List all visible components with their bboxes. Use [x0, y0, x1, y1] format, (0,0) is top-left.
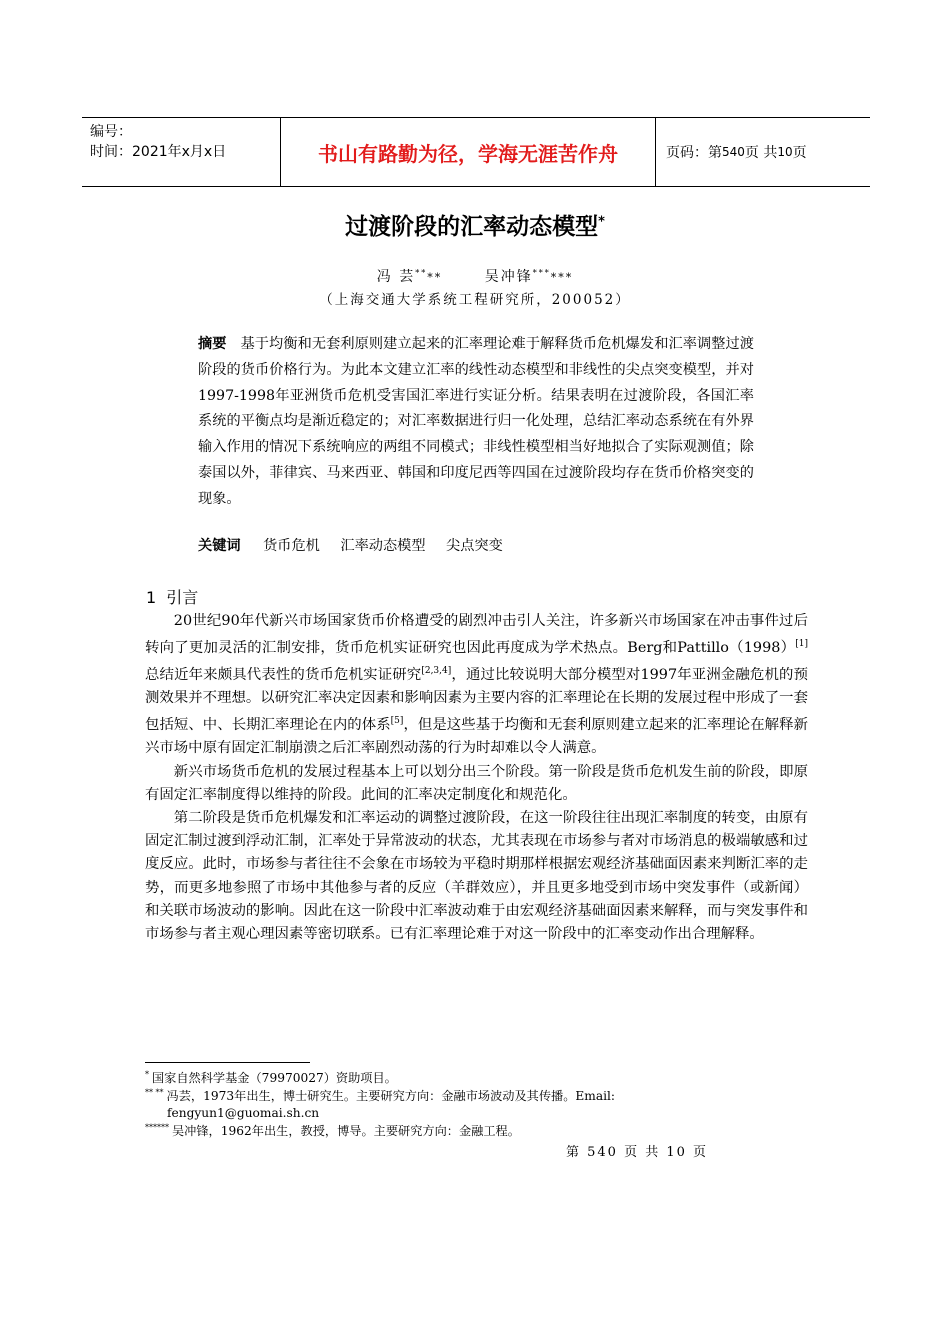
footnote-1-text: 国家自然科学基金（79970027）资助项目。: [152, 1071, 397, 1086]
footnote-3-mark: ******: [145, 1123, 169, 1132]
footnote-2: [145, 1084, 735, 1122]
title-mark: *: [598, 214, 605, 230]
page-prefix: 页码：第: [666, 145, 722, 161]
page-current: 540: [722, 145, 745, 159]
citation-1: [1]: [795, 639, 808, 650]
section-heading: [146, 585, 198, 608]
footnote-2-mark: ** **: [145, 1088, 164, 1097]
p1-part-c: ，通过比较说明大部分模型对1997年亚洲金融危机的预测效果并不理想。以研究汇率决定因素和影响因素为主要内容的汇率理论在长期的发展过程中形成了一套包括短、中、长期汇率理论在内的体系: [145, 667, 808, 734]
footnote-3-text: 吴冲锋，1962年出生，教授，博导。主要研究方向：金融工程。: [172, 1124, 520, 1139]
section-title: 引言: [166, 588, 199, 607]
author-1-mark2: **: [427, 271, 443, 284]
paragraph-3: 第二阶段是货币危机爆发和汇率运动的调整过渡阶段，在这一阶段往往出现汇率制度的转变，由原有固定汇制过渡到浮动汇制，汇率处于异常波动的状态，尤其表现在市场参与者对市场消息的极端敏感和过度反应。此时，市场参与者往往不会象在市场较为平稳时期那样根据宏观经济基础面因素来判断汇率的走势，而更多地参照了市场中其他参与者的反应（羊群效应），并且更多地受到市场中突发事件（或新闻）和关联市场波动的影响。因此在这一阶段中汇率波动难于由宏观经济基础面因素来解释，而与突发事件和市场参与者主观心理因素等密切联系。已有汇率理论难于对这一阶段中的汇率变动作出合理解释。: [145, 810, 808, 943]
footnote-2-email: fengyun1@guomai.sh.cn: [167, 1106, 320, 1121]
author-line: [0, 266, 950, 286]
header-page-info: [656, 118, 870, 186]
keyword-3: 尖点突变: [446, 538, 503, 554]
footnote-rule: [145, 1062, 310, 1063]
author-1-mark: **: [415, 268, 428, 278]
title-text: 过渡阶段的汇率动态模型: [345, 214, 599, 240]
citation-2: [2,3,4]: [421, 666, 452, 677]
page-total: 10: [777, 145, 793, 159]
body-text: [145, 610, 808, 946]
page-mid: 页 共: [744, 145, 778, 161]
author-2-name: 吴冲锋: [484, 269, 533, 285]
p1-part-b: 总结近年来颇具代表性的货币危机实证研究: [145, 667, 422, 683]
footnote-1-mark: *: [145, 1070, 149, 1079]
header-motto: 书山有路勤为径，学海无涯苦作舟: [280, 118, 656, 186]
keywords-label: 关键词: [198, 538, 241, 554]
paper-title: [0, 208, 950, 241]
abstract-label: 摘要: [198, 336, 227, 352]
keywords: [198, 535, 754, 555]
section-number: 1: [146, 588, 157, 607]
author-1: [377, 269, 442, 285]
header-meta: [82, 118, 280, 186]
citation-3: [5]: [390, 716, 404, 727]
p1-part-d: ，但是这些基于均衡和无套利原则建立起来的汇率理论在解释新兴市场中原有固定汇制崩溃之后汇率剧烈动荡的行为时却难以令人满意。: [145, 717, 808, 757]
paragraph-1: [145, 610, 808, 761]
author-2-mark2: ***: [550, 271, 574, 284]
footnote-3: [145, 1119, 735, 1140]
time-label: 时间：2021年x月x日: [90, 144, 227, 160]
keyword-2: 汇率动态模型: [340, 538, 426, 554]
abstract-text: 基于均衡和无套利原则建立起来的汇率理论难于解释货币危机爆发和汇率调整过渡阶段的货币价格行为。为此本文建立汇率的线性动态模型和非线性的尖点突变模型，并对1997-1998年亚洲货币危机受害国汇率进行实证分析。结果表明在过渡阶段，各国汇率系统的平衡点均是渐近稳定的；对汇率数据进行归一化处理，总结汇率动态系统在有外界输入作用的情况下系统响应的两组不同模式；非线性模型相当好地拟合了实际观测值；除泰国以外，菲律宾、马来西亚、韩国和印度尼西等四国在过渡阶段均存在货币价格突变的现象。: [198, 336, 754, 507]
author-1-name: 冯 芸: [376, 269, 416, 285]
affiliation: （上海交通大学系统工程研究所，200052）: [319, 292, 631, 308]
author-2-mark: ***: [532, 268, 551, 278]
footnote-2-text: 冯芸，1973年出生，博士研究生。主要研究方向：金融市场波动及其传播。Email:: [166, 1089, 615, 1104]
keyword-1: 货币危机: [263, 538, 320, 554]
abstract: [198, 332, 754, 513]
header-table: [82, 117, 870, 187]
number-label: 编号：: [90, 124, 132, 140]
page-suffix: 页: [792, 145, 807, 161]
paragraph-2: 新兴市场货币危机的发展过程基本上可以划分出三个阶段。第一阶段是货币危机发生前的阶段，即原有固定汇率制度得以维持的阶段。此间的汇率决定制度化和规范化。: [145, 763, 808, 803]
author-2: [485, 269, 574, 285]
p1-part-a: 20世纪90年代新兴市场国家货币价格遭受的剧烈冲击引人关注，许多新兴市场国家在冲击事件过后转向了更加灵活的汇制安排，货币危机实证研究也因此再度成为学术热点。Berg和Pattillo（1998）: [145, 613, 808, 656]
page-footer-number: 第 540 页 共 10 页: [566, 1145, 709, 1160]
